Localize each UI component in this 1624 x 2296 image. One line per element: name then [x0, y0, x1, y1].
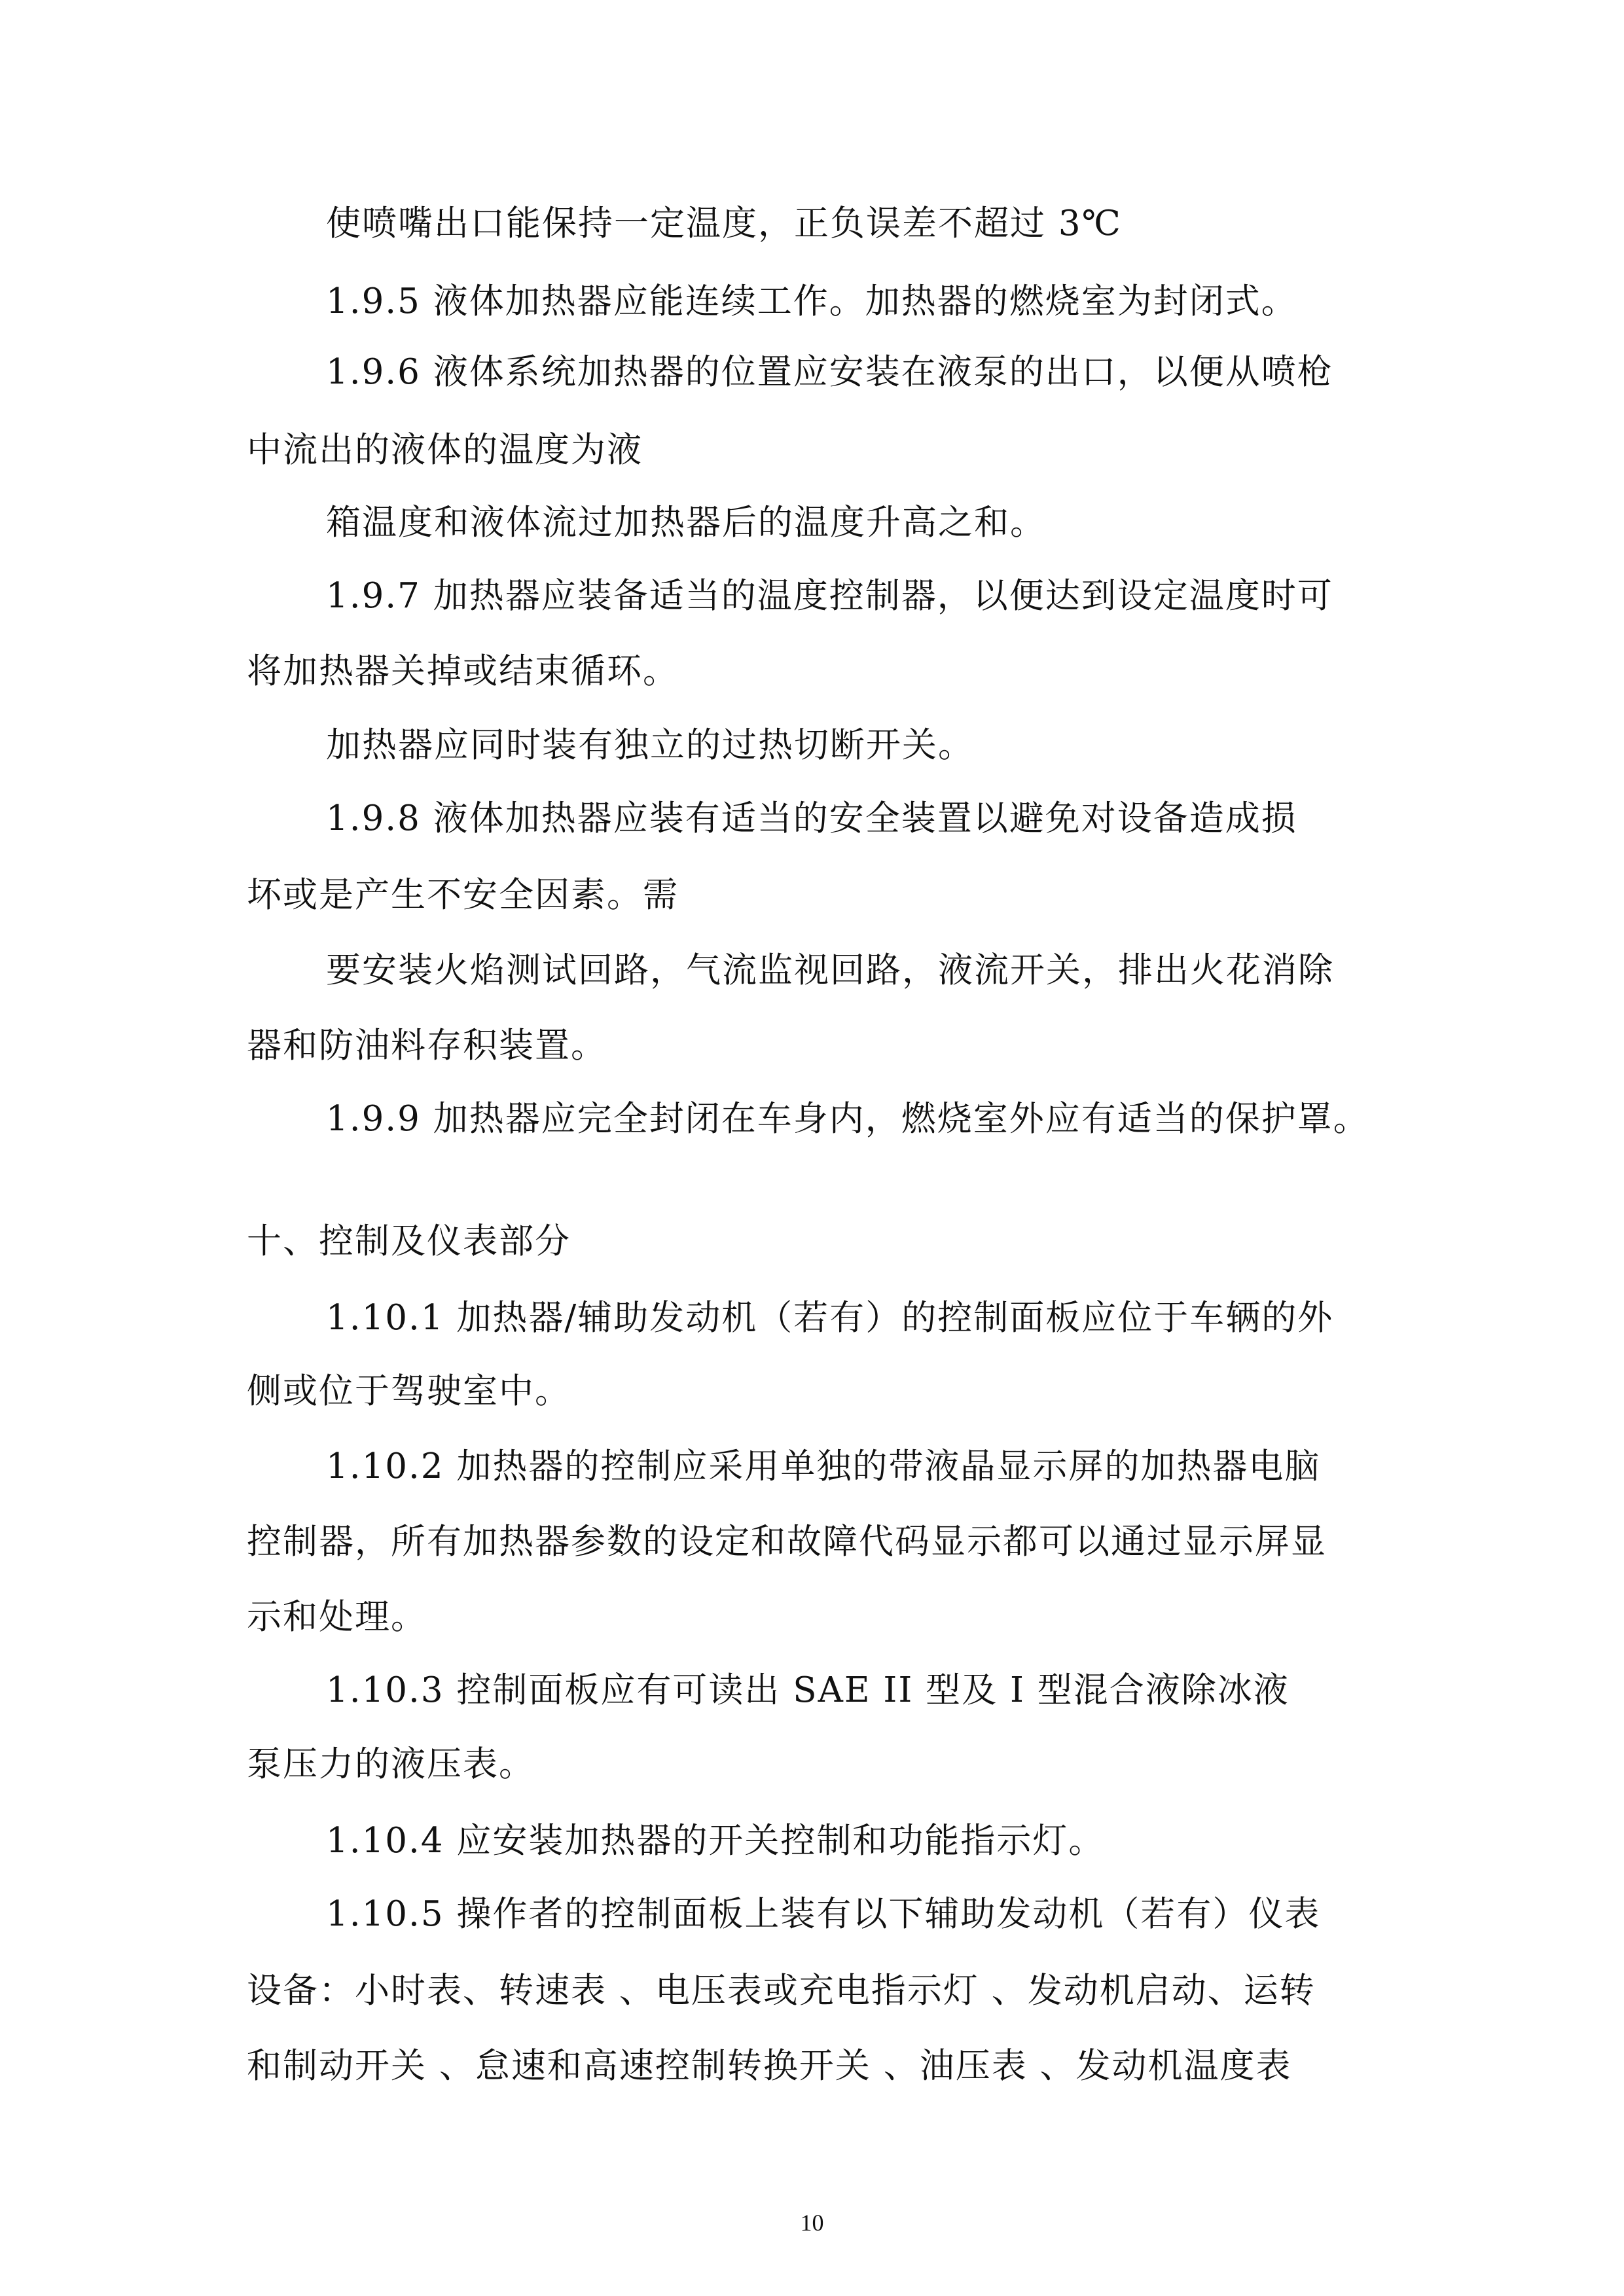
text-line: 使喷嘴出口能保持一定温度，正负误差不超过 3℃ — [326, 204, 1122, 243]
text-line: 将加热器关掉或结束循环。 — [247, 651, 679, 691]
text-line: 泵压力的液压表。 — [247, 1744, 535, 1784]
text-line: 1.9.8 液体加热器应装有适当的安全装置以避免对设备造成损 — [326, 798, 1297, 838]
text-line: 1.10.2 加热器的控制应采用单独的带液晶显示屏的加热器电脑 — [326, 1446, 1321, 1486]
text-line: 1.10.4 应安装加热器的开关控制和功能指示灯。 — [326, 1821, 1105, 1861]
text-line: 和制动开关 、怠速和高速控制转换开关 、油压表 、发动机温度表 — [247, 2046, 1292, 2086]
text-line: 侧或位于驾驶室中。 — [247, 1371, 571, 1411]
text-line: 1.9.7 加热器应装备适当的温度控制器，以便达到设定温度时可 — [326, 576, 1333, 616]
text-line: 要安装火焰测试回路，气流监视回路，液流开关，排出火花消除 — [326, 950, 1334, 990]
text-line: 箱温度和液体流过加热器后的温度升高之和。 — [326, 503, 1046, 543]
text-line: 中流出的液体的温度为液 — [247, 430, 643, 470]
text-line: 1.10.5 操作者的控制面板上装有以下辅助发动机（若有）仪表 — [326, 1894, 1321, 1934]
text-line: 1.10.1 加热器/辅助发动机（若有）的控制面板应位于车辆的外 — [326, 1298, 1334, 1338]
text-line: 控制器，所有加热器参数的设定和故障代码显示都可以通过显示屏显 — [247, 1522, 1327, 1562]
text-line: 1.9.6 液体系统加热器的位置应安装在液泵的出口，以便从喷枪 — [326, 352, 1333, 392]
text-line: 1.9.9 加热器应完全封闭在车身内，燃烧室外应有适当的保护罩。 — [326, 1099, 1369, 1139]
text-line: 1.10.3 控制面板应有可读出 SAE II 型及 I 型混合液除冰液 — [326, 1670, 1290, 1710]
page-number: 10 — [800, 2210, 824, 2236]
text-line: 1.9.5 液体加热器应能连续工作。加热器的燃烧室为封闭式。 — [326, 281, 1297, 321]
section-heading: 十、控制及仪表部分 — [247, 1221, 571, 1261]
text-line: 器和防油料存积装置。 — [247, 1026, 607, 1066]
text-line: 示和处理。 — [247, 1597, 427, 1637]
text-line: 坏或是产生不安全因素。需 — [247, 875, 679, 915]
text-line: 设备：小时表、转速表 、电压表或充电指示灯 、发动机启动、运转 — [247, 1971, 1316, 2011]
text-line: 加热器应同时装有独立的过热切断开关。 — [326, 725, 974, 765]
